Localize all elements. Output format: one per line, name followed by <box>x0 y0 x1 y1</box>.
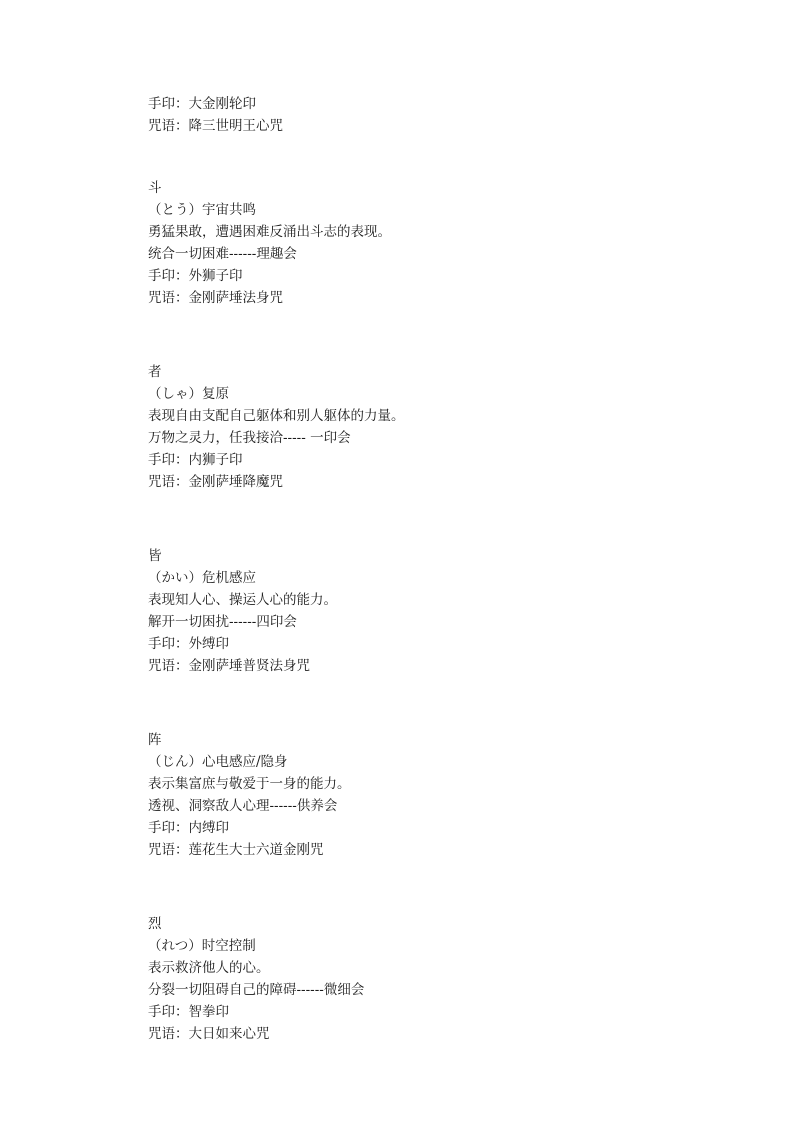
description-line: 表现知人心、操运人心的能力。 <box>148 592 337 608</box>
note-line: 解开一切困扰------四印会 <box>148 614 297 630</box>
document-page <box>148 93 708 1045</box>
mantra-line: 咒语：莲花生大士六道金刚咒 <box>148 842 324 858</box>
mudra-line: 手印：大金刚轮印 <box>148 96 256 112</box>
section-jie <box>148 545 708 677</box>
mudra-line: 手印：智拳印 <box>148 1004 229 1020</box>
description-line: 表现自由支配自己躯体和别人躯体的力量。 <box>148 408 405 424</box>
mantra-line: 咒语：降三世明王心咒 <box>148 118 283 134</box>
note-line: 透视、洞察敌人心理------供养会 <box>148 798 338 814</box>
note-line: 统合一切困难------理趣会 <box>148 246 297 262</box>
mudra-line: 手印：外缚印 <box>148 636 229 652</box>
reading-line: （とう）宇宙共鸣 <box>148 202 256 218</box>
mudra-line: 手印：内缚印 <box>148 820 229 836</box>
reading-line: （かい）危机感应 <box>148 570 256 586</box>
mantra-line: 咒语：金刚萨埵普贤法身咒 <box>148 658 310 674</box>
description-line: 表示救济他人的心。 <box>148 960 270 976</box>
mantra-line: 咒语：金刚萨埵降魔咒 <box>148 474 283 490</box>
reading-line: （れつ）时空控制 <box>148 938 256 954</box>
section-title: 斗 <box>148 180 162 196</box>
mantra-line: 咒语：金刚萨埵法身咒 <box>148 290 283 306</box>
section-dou <box>148 177 708 309</box>
reading-line: （じん）心电感应/隐身 <box>148 754 288 770</box>
section-title: 者 <box>148 364 162 380</box>
section-zhen <box>148 729 708 861</box>
mudra-line: 手印：内狮子印 <box>148 452 243 468</box>
description-line: 勇猛果敢，遭遇困难反涌出斗志的表现。 <box>148 224 391 240</box>
section-title: 皆 <box>148 548 162 564</box>
mudra-line: 手印：外狮子印 <box>148 268 243 284</box>
section-lie <box>148 913 708 1045</box>
mantra-line: 咒语：大日如来心咒 <box>148 1026 270 1042</box>
intro-block <box>148 93 708 137</box>
note-line: 分裂一切阻碍自己的障碍------微细会 <box>148 982 365 998</box>
section-zhe <box>148 361 708 493</box>
section-title: 烈 <box>148 916 162 932</box>
note-line: 万物之灵力，任我接洽----- 一印会 <box>148 430 351 446</box>
reading-line: （しゃ）复原 <box>148 386 229 402</box>
description-line: 表示集富庶与敬爱于一身的能力。 <box>148 776 351 792</box>
section-title: 阵 <box>148 732 162 748</box>
